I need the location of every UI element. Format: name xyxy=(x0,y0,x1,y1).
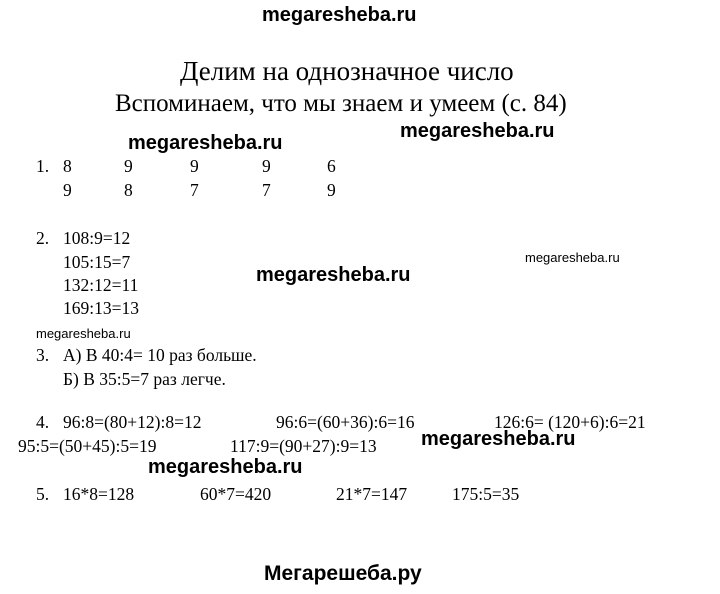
watermark-mid-right: megaresheba.ru xyxy=(400,120,555,142)
watermark-footer: Мегарешеба.ру xyxy=(264,562,422,585)
task5-item: 60*7=420 xyxy=(200,484,272,504)
task1-row2-cell: 8 xyxy=(124,180,133,200)
watermark-right-lower: megaresheba.ru xyxy=(421,428,576,450)
task2-line: 169:13=13 xyxy=(63,298,139,318)
task5-item: 175:5=35 xyxy=(452,484,520,504)
task4-item: 96:6=(60+36):6=16 xyxy=(276,412,415,432)
task2-line: 132:12=11 xyxy=(63,275,139,295)
task1-row1-cell: 9 xyxy=(124,156,133,176)
task4-item: 117:9=(90+27):9=13 xyxy=(230,436,377,456)
watermark-top: megaresheba.ru xyxy=(262,4,417,26)
watermark-center: megaresheba.ru xyxy=(256,264,411,286)
task1-row1-cell: 6 xyxy=(327,156,336,176)
task-number: 1. xyxy=(36,156,50,176)
task2-line: 108:9=12 xyxy=(63,228,131,248)
task1-row2-cell: 7 xyxy=(262,180,271,200)
task1-row1-cell: 9 xyxy=(190,156,199,176)
task-number: 3. xyxy=(36,345,50,365)
watermark-left-lower: megaresheba.ru xyxy=(148,456,303,478)
task5-item: 16*8=128 xyxy=(63,484,135,504)
task3-line: Б) В 35:5=7 раз легче. xyxy=(63,369,226,389)
task4-item: 126:6= (120+6):6=21 xyxy=(494,412,646,432)
watermark-mid-left: megaresheba.ru xyxy=(128,132,283,154)
task2-line: 105:15=7 xyxy=(63,252,131,272)
task-number: 4. xyxy=(36,412,50,432)
task1-row1-cell: 9 xyxy=(262,156,271,176)
task-number: 2. xyxy=(36,228,50,248)
task4-item: 96:8=(80+12):8=12 xyxy=(63,412,202,432)
task4-item: 95:5=(50+45):5=19 xyxy=(18,436,157,456)
task1-row2-cell: 7 xyxy=(190,180,199,200)
task1-row2-cell: 9 xyxy=(63,180,72,200)
task-number: 5. xyxy=(36,484,50,504)
task3-line: А) В 40:4= 10 раз больше. xyxy=(63,345,257,365)
task5-item: 21*7=147 xyxy=(336,484,408,504)
watermark-small-left: megaresheba.ru xyxy=(36,326,131,341)
task1-row1-cell: 8 xyxy=(63,156,72,176)
page-subtitle: Вспоминаем, что мы знаем и умеем (с. 84) xyxy=(115,90,567,117)
watermark-small-right: megaresheba.ru xyxy=(525,250,620,265)
page-title: Делим на однозначное число xyxy=(180,56,514,86)
task1-row2-cell: 9 xyxy=(327,180,336,200)
